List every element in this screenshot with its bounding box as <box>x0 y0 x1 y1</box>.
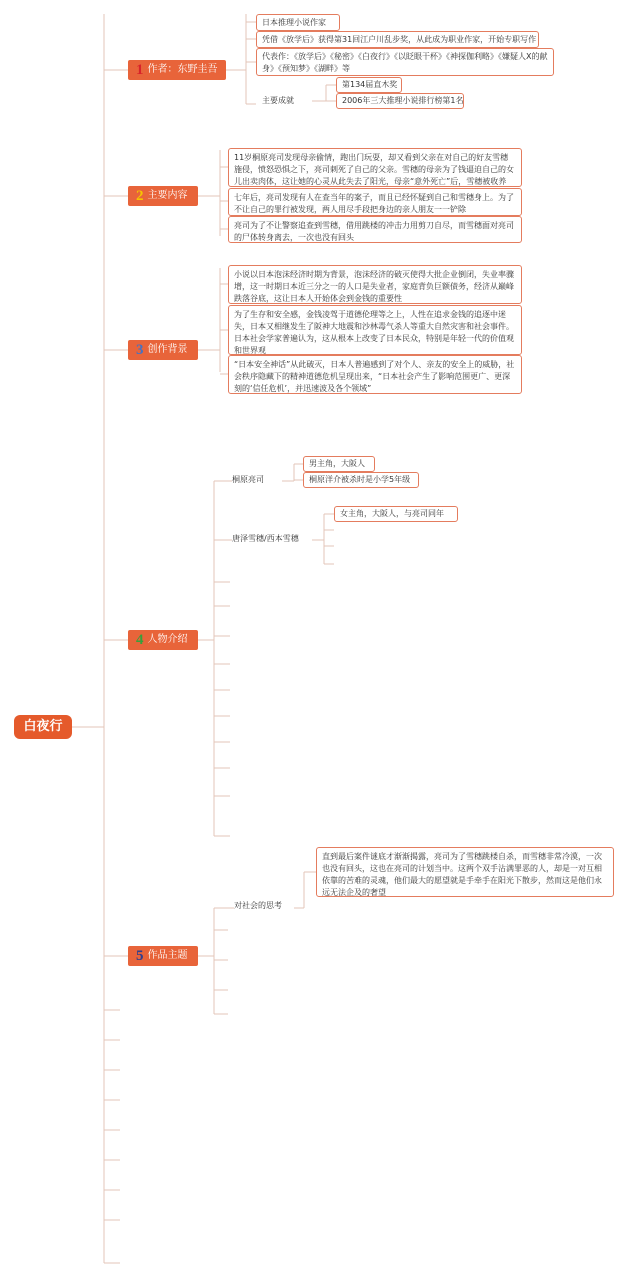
sub-topic-label: 主要成就 <box>262 96 294 105</box>
leaf-node[interactable] <box>256 14 340 31</box>
leaf-text: “日本安全神话”从此破灭，日本人普遍感到了对个人、亲友的安全上的威胁，社会秩序隐藏下的精神道德危机呈现出来，“日本社会产生了影响范围更广、更深刻的‘信任危机’，并迅速波及各个领域” <box>234 360 515 393</box>
branch-characters[interactable] <box>128 630 198 650</box>
branch-author[interactable] <box>128 60 226 80</box>
leaf-text: 女主角，大阪人，与亮司同年 <box>340 509 444 518</box>
branch-label: 作者：东野圭吾 <box>147 64 218 75</box>
leaf-text: 第134届直木奖 <box>342 80 398 89</box>
leaf-node[interactable] <box>303 456 375 472</box>
branch-label: 作品主题 <box>147 950 188 961</box>
leaf-text: 日本推理小说作家 <box>262 18 326 27</box>
leaf-text: 直到最后案件谜底才渐渐揭露，亮司为了雪穗跳楼自杀，而雪穗非常冷漠，一次也没有回头，这也在亮司的计划当中。这两个双手沾满罪恶的人，却是一对互相依靠的苦难的灵魂，他们最大的愿望就是手牵手在阳光下散步，然而这是他们永远无法企及的奢望 <box>322 852 602 897</box>
branch-label: 创作背景 <box>147 344 188 355</box>
leaf-text: 亮司为了不让警察追查到雪穗，借用跳楼的冲击力用剪刀自尽，而雪穗面对亮司的尸体转身离去，一次也没有回头 <box>234 221 514 242</box>
character-label: 桐原亮司 <box>232 475 264 484</box>
leaf-node[interactable] <box>336 77 402 93</box>
leaf-node[interactable] <box>303 472 419 488</box>
leaf-node[interactable] <box>334 506 458 522</box>
sub-topic-society[interactable] <box>234 900 294 914</box>
leaf-node[interactable] <box>228 305 522 355</box>
leaf-text: 为了生存和安全感，金钱凌驾于道德伦理等之上，人性在追求金钱的追逐中迷失，日本又相继发生了阪神大地震和沙林毒气杀人等重大自然灾害和社会事件。日本社会学家普遍认为，这从根本上改变了日本民众，特别是年轻一代的价值观和世界观 <box>234 310 514 355</box>
leaf-node[interactable] <box>256 31 539 48</box>
branch-number: 3 <box>136 342 144 358</box>
sub-topic-achievements[interactable] <box>262 95 312 109</box>
leaf-text: 男主角，大阪人 <box>309 459 365 468</box>
leaf-node[interactable] <box>228 216 522 243</box>
branch-number: 5 <box>136 948 144 964</box>
sub-topic-label: 对社会的思考 <box>234 901 282 910</box>
leaf-node[interactable] <box>228 188 522 216</box>
leaf-text: 2006年三大推理小说排行榜第1名 <box>342 96 464 105</box>
leaf-node[interactable] <box>228 265 522 304</box>
leaf-node[interactable] <box>228 355 522 394</box>
branch-theme[interactable] <box>128 946 198 966</box>
root-label: 白夜行 <box>23 719 63 734</box>
leaf-text: 代表作：《放学后》《秘密》《白夜行》《以眨眼干杯》《神探伽利略》《嫌疑人X的献身》《预知梦》《湖畔》等 <box>262 52 548 73</box>
leaf-node[interactable] <box>316 847 614 897</box>
leaf-text: 凭借《放学后》获得第31回江户川乱步奖，从此成为职业作家，开始专职写作 <box>262 35 537 44</box>
branch-background[interactable] <box>128 340 198 360</box>
leaf-node[interactable] <box>336 93 464 109</box>
root-node[interactable] <box>14 715 72 739</box>
leaf-node[interactable] <box>256 48 554 76</box>
branch-number: 2 <box>136 188 144 204</box>
branch-label: 人物介绍 <box>147 634 188 645</box>
branch-number: 1 <box>136 62 144 78</box>
character-name[interactable] <box>232 474 282 488</box>
leaf-text: 七年后，亮司发现有人在查当年的案子，而且已经怀疑到自己和雪穗身上。为了不让自己的罪行被发现，两人用尽手段把身边的亲人朋友一一铲除 <box>234 193 514 214</box>
character-name[interactable] <box>232 533 312 547</box>
branch-content[interactable] <box>128 186 198 206</box>
branch-label: 主要内容 <box>147 190 188 201</box>
leaf-node[interactable] <box>228 148 522 187</box>
leaf-text: 11岁桐原亮司发现母亲偷情，跑出门玩耍，却又看到父亲在对自己的好友雪穗施侵，愤怒恐惧之下，亮司刺死了自己的父亲。雪穗的母亲为了钱逼迫自己的女儿出卖肉体，这让她的心灵从此失去了阳光，母亲“意外死亡”后，雪穗被收养 <box>234 153 514 186</box>
character-label: 唐泽雪穗/西本雪穗 <box>232 534 299 543</box>
branch-number: 4 <box>136 632 144 648</box>
leaf-text: 小说以日本泡沫经济时期为背景，泡沫经济的破灭使得大批企业倒闭，失业率骤增，这一时期日本近三分之一的人口是失业者，家庭背负巨额债务，经济从巅峰跌落谷底，这让日本人开始体会到金钱的重要性 <box>234 270 514 303</box>
leaf-text: 桐原洋介被杀时是小学5年级 <box>309 475 411 484</box>
